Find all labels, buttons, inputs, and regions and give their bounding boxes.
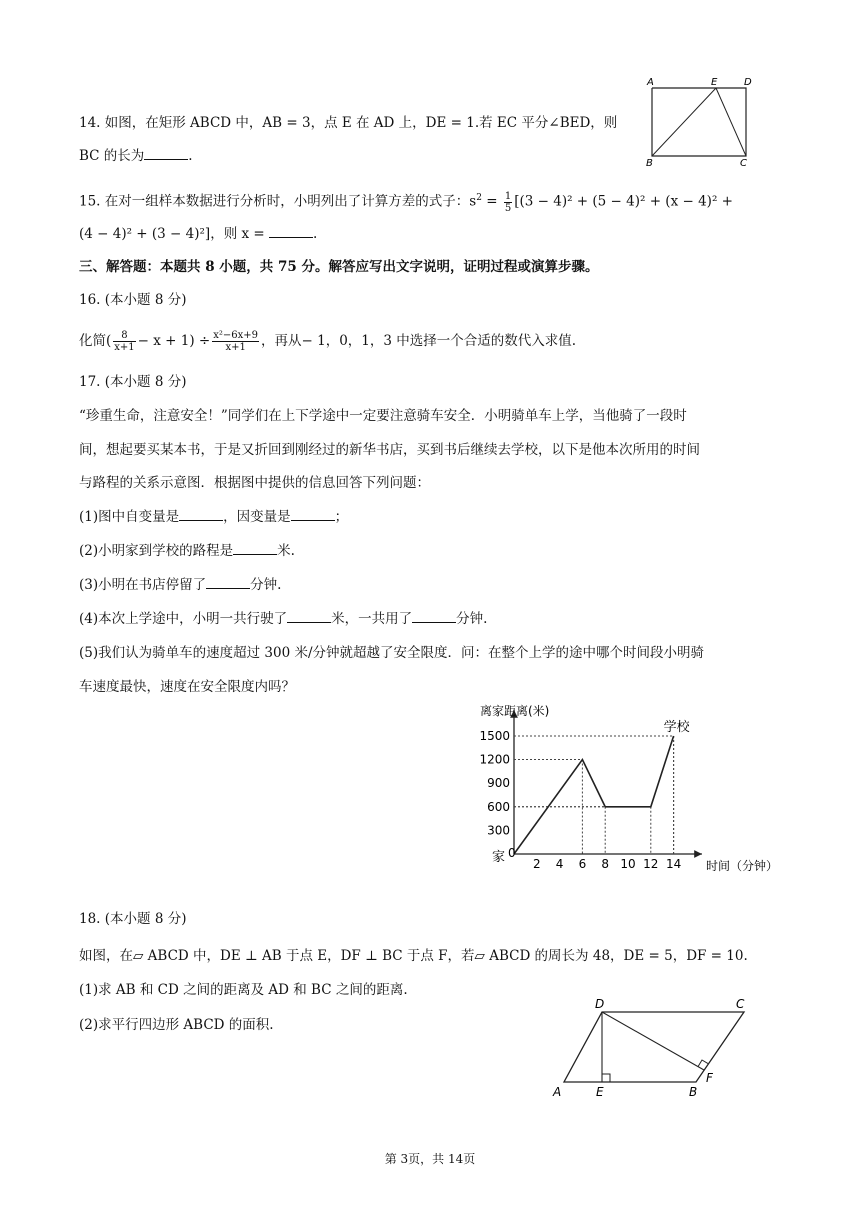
- y-tick-label: 1200: [479, 752, 510, 767]
- q17-para-2: 间，想起要买某本书，于是又折回到刚经过的新华书店，买到书后继续去学校，以下是他本次所用的时间: [79, 442, 700, 458]
- q17-sub-1: [79, 507, 348, 527]
- label-E: E: [596, 1085, 604, 1099]
- x-axis-label: 时间（分钟）: [706, 859, 779, 873]
- label-F: F: [706, 1071, 713, 1085]
- q15-fraction: [504, 191, 512, 214]
- y-tick-label: 900: [487, 776, 510, 791]
- x-tick-label: 0: [508, 846, 516, 860]
- page-footer: 第 3页，共 14页: [384, 1152, 476, 1166]
- q15-frac-num: 1: [504, 190, 512, 202]
- x-tick-label: 2: [532, 857, 541, 871]
- x-tick-label: 8: [601, 857, 610, 871]
- q16-f1-num: 8: [113, 330, 135, 342]
- q17-s4c: 分钟.: [456, 611, 488, 627]
- q17-para-3: 与路程的关系示意图．根据图中提供的信息回答下列问题：: [79, 475, 430, 491]
- q17-blank-5: [287, 610, 331, 623]
- y-tick-label: 300: [487, 823, 510, 838]
- q18-sub-2: (2)求平行四边形 ABCD 的面积.: [79, 1017, 274, 1033]
- x-tick-label: 14: [665, 857, 682, 871]
- q14-text: BC 的长为: [79, 148, 145, 164]
- x-tick-label: 6: [578, 857, 587, 871]
- q17-sub-5a: (5)我们认为骑单车的速度超过 300 米/分钟就超越了安全限度．问：在整个上学的途中哪个时间段小明骑: [79, 645, 705, 661]
- q17-s1b: ，因变量是: [223, 509, 291, 525]
- q16-f2-den: x+1: [225, 342, 246, 353]
- q16-f2-num: x²−6x+9: [213, 330, 259, 341]
- q17-s1c: ；: [334, 509, 349, 525]
- q15-text: 15. 在对一组样本数据进行分析时，小明列出了计算方差的式子：s: [79, 193, 477, 210]
- q15-line2: [79, 224, 317, 244]
- q17-sub-2: [79, 541, 295, 561]
- q17-s2a: (2)小明家到学校的路程是: [79, 543, 234, 559]
- q18-sub-1: (1)求 AB 和 CD 之间的距离及 AD 和 BC 之间的距离.: [79, 982, 408, 998]
- x-tick-label: 12: [643, 857, 659, 871]
- q15-equals: =: [481, 193, 502, 210]
- q14-line1: 14. 如图，在矩形 ABCD 中，AB = 3，点 E 在 AD 上，DE = 1.若 EC 平分∠BED，则: [79, 115, 618, 131]
- end-label-school: 学校: [663, 719, 690, 735]
- q17-s4b: 米，一共用了: [331, 611, 413, 627]
- series-line: [514, 736, 674, 854]
- y-tick-label: 600: [487, 799, 510, 814]
- q17-blank-6: [412, 610, 456, 623]
- q17-sub-4: [79, 609, 487, 629]
- q15-expr: [(3 − 4)² + (5 − 4)² + (x − 4)² +: [514, 193, 733, 210]
- q17-s3b: 分钟.: [250, 577, 282, 593]
- label-C: C: [736, 997, 745, 1011]
- q17-s3a: (3)小明在书店停留了: [79, 577, 207, 593]
- q16-header: 16. (本小题 8 分): [79, 292, 187, 308]
- rectangle-figure: [640, 72, 760, 168]
- q15-period: .: [313, 226, 318, 242]
- y-tick-label: 1500: [479, 728, 510, 743]
- label-A: A: [553, 1085, 562, 1099]
- q14-line2: [79, 146, 193, 166]
- q16-fraction-1: [113, 330, 135, 353]
- q17-s2b: 米.: [277, 543, 295, 559]
- q14-answer-blank: [144, 147, 188, 160]
- q17-sub-5b: 车速度最快，速度在安全限度内吗？: [79, 679, 295, 695]
- x-tick-label: 10: [620, 857, 636, 871]
- q17-blank-2: [291, 508, 335, 521]
- label-B: B: [689, 1085, 698, 1099]
- q15-line1: [79, 188, 733, 214]
- y-axis-label: 离家距离(米): [480, 704, 550, 718]
- distance-time-chart: [460, 698, 800, 880]
- q15-exponent: 2: [476, 193, 482, 203]
- label-C: C: [740, 158, 747, 168]
- q16-text: 化简(: [79, 333, 112, 349]
- q15-frac-den: 5: [504, 202, 512, 214]
- label-E: E: [711, 77, 718, 88]
- origin-label: 家: [492, 850, 506, 865]
- q15-text2: (4 − 4)² + (3 − 4)²]，则 x =: [79, 226, 269, 242]
- label-D: D: [595, 997, 605, 1011]
- q18-para-1: 如图，在▱ ABCD 中，DE ⊥ AB 于点 E，DF ⊥ BC 于点 F，若▱ ABCD 的周长为 48，DE = 5，DF = 10.: [79, 948, 748, 964]
- q16-post: ，再从− 1，0，1，3 中选择一个合适的数代入求值.: [261, 333, 577, 349]
- q17-blank-3: [233, 542, 277, 555]
- q17-blank-1: [179, 508, 223, 521]
- parallelogram-figure: [548, 994, 762, 1104]
- label-D: D: [744, 77, 752, 88]
- q17-para-1: “珍重生命，注意安全！”同学们在上下学途中一定要注意骑车安全．小明骑单车上学，当他骑了一段时: [79, 408, 687, 424]
- q14-period: .: [188, 148, 193, 164]
- label-A: A: [647, 77, 654, 88]
- q16-f1-den: x+1: [114, 342, 135, 353]
- q16-fraction-2: [212, 330, 259, 353]
- q16-mid: − x + 1) ÷: [137, 333, 211, 349]
- section-3-heading: 三、解答题：本题共 8 小题，共 75 分。解答应写出文字说明，证明过程或演算步骤。: [79, 259, 599, 275]
- q18-header: 18. (本小题 8 分): [79, 911, 187, 927]
- q15-answer-blank: [269, 225, 313, 238]
- q16-body: [79, 330, 576, 353]
- x-tick-label: 4: [555, 857, 564, 871]
- q17-sub-3: [79, 575, 281, 595]
- q17-s1a: (1)图中自变量是: [79, 509, 180, 525]
- q17-blank-4: [206, 576, 250, 589]
- label-B: B: [646, 158, 653, 168]
- q17-s4a: (4)本次上学途中，小明一共行驶了: [79, 611, 288, 627]
- q17-header: 17. (本小题 8 分): [79, 374, 187, 390]
